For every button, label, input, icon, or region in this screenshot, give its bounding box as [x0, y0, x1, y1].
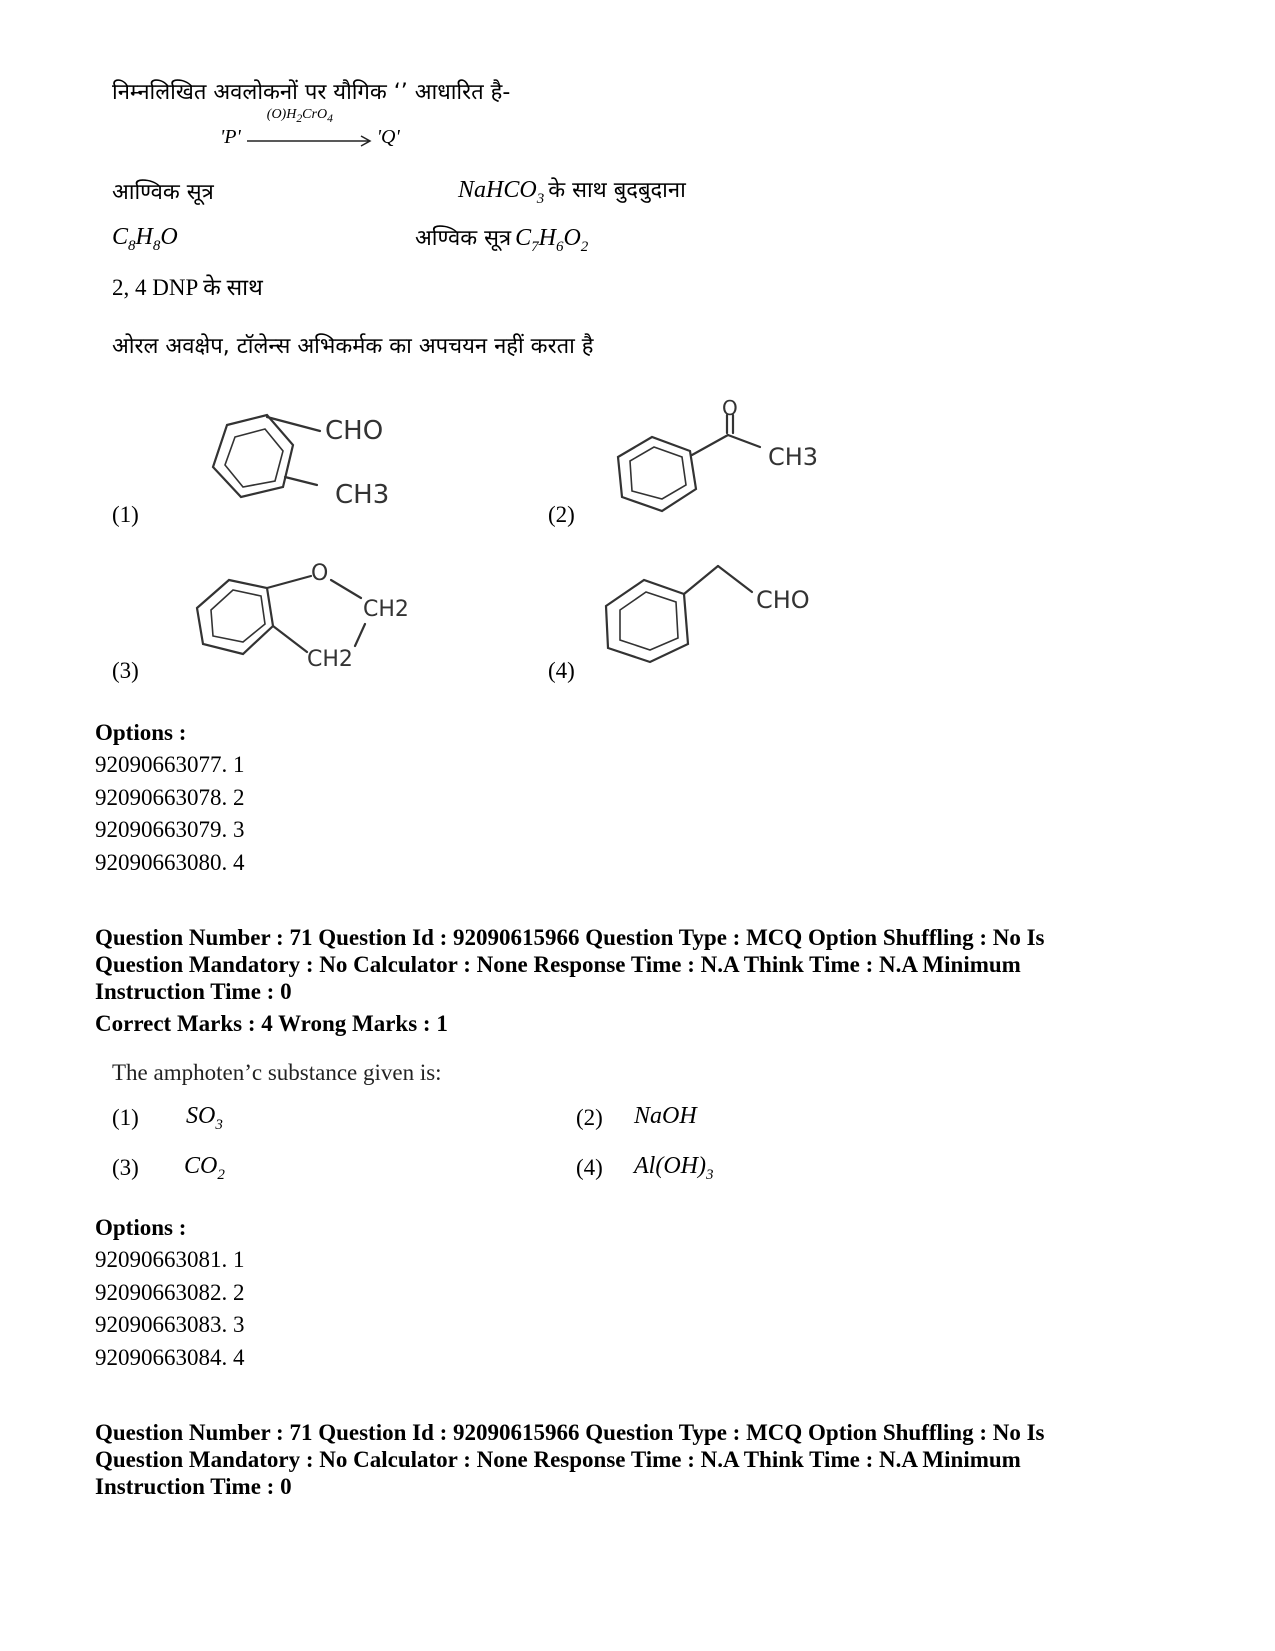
q71-choice-3: $CO_2$: [184, 1153, 225, 1183]
obs2-formula: NaHCO$_3$: [458, 177, 545, 207]
q71-choice-1: $SO_3$: [186, 1103, 223, 1133]
question-intro: निम्नलिखित अवलोकनों पर यौगिक ‘’ आधारित है-: [112, 80, 511, 105]
s3-ch2a: CH2: [363, 597, 409, 622]
q71-meta-line3: Instruction Time : 0: [95, 979, 292, 1004]
q70-option-3[interactable]: 92090663079. 3: [95, 817, 245, 842]
obs1-formula: $C_8H_8O$: [112, 224, 178, 254]
structure-2: [600, 395, 840, 525]
reaction-scheme: [220, 107, 400, 149]
obs3: [415, 222, 588, 256]
q71-marks: Correct Marks : 4 Wrong Marks : 1: [95, 1011, 448, 1036]
q71-choice-4: $Al(OH)_3$: [634, 1153, 714, 1183]
q70-option-1[interactable]: 92090663077. 1: [95, 752, 245, 777]
s2-o: O: [722, 396, 738, 420]
q71-choice-4-label: (4): [576, 1155, 603, 1180]
product-q: 'Q': [376, 126, 400, 148]
tollens-observation: ओरल अवक्षेप, टॉलेन्स अभिकर्मक का अपचयन नहीं करता है: [112, 334, 594, 359]
q71-meta-line1: Question Number : 71 Question Id : 92090615966 Question Type : MCQ Option Shuffling : No Is: [95, 925, 1045, 950]
q72-meta-line2: Question Mandatory : No Calculator : None Response Time : N.A Think Time : N.A Minimum: [95, 1447, 1021, 1472]
q71-option-4[interactable]: 92090663084. 4: [95, 1345, 245, 1370]
s4-cho: CHO: [756, 586, 810, 614]
q70-option-4[interactable]: 92090663080. 4: [95, 850, 245, 875]
q71-options-heading: Options :: [95, 1215, 187, 1240]
reagent-label: $(O)H_2CrO_4$: [266, 107, 333, 126]
arrow-icon: [245, 129, 373, 149]
obs1-label: आण्विक सूत्र: [112, 180, 214, 205]
q71-question: The amphoten’c substance given is:: [112, 1060, 442, 1085]
structure-3: [185, 558, 435, 673]
obs3-label: अण्विक सूत्र: [415, 226, 512, 251]
reaction-arrow: [245, 107, 373, 149]
s1-cho: CHO: [325, 416, 384, 446]
q70-choice-2: (2): [548, 502, 575, 527]
obs2: [458, 174, 686, 208]
q71-choice-3-label: (3): [112, 1155, 139, 1180]
q71-option-2[interactable]: 92090663082. 2: [95, 1280, 245, 1305]
q70-options-heading: Options :: [95, 720, 187, 745]
q71-choice-2: NaOH: [634, 1103, 697, 1129]
q71-option-3[interactable]: 92090663083. 3: [95, 1312, 245, 1337]
s2-ch3: CH3: [768, 443, 819, 471]
s3-o: O: [311, 561, 329, 586]
reactant-p: 'P': [220, 126, 241, 148]
q70-choice-3: (3): [112, 658, 139, 683]
s1-ch3: CH3: [335, 480, 390, 510]
q72-meta-line1: Question Number : 71 Question Id : 92090615966 Question Type : MCQ Option Shuffling : No Is: [95, 1420, 1045, 1445]
s3-ch2b: CH2: [307, 647, 353, 672]
q70-option-2[interactable]: 92090663078. 2: [95, 785, 245, 810]
q71-option-1[interactable]: 92090663081. 1: [95, 1247, 245, 1272]
structure-1: [185, 405, 425, 525]
q72-meta-line3: Instruction Time : 0: [95, 1474, 292, 1499]
q71-meta-line2: Question Mandatory : No Calculator : None Response Time : N.A Think Time : N.A Minimum: [95, 952, 1021, 977]
structure-4: [598, 558, 838, 673]
dnp-observation: 2, 4 DNP के साथ: [112, 275, 263, 300]
obs3-formula: $C_7H_6O_2$: [515, 225, 589, 255]
q71-choice-1-label: (1): [112, 1105, 139, 1130]
q71-choice-2-label: (2): [576, 1105, 603, 1130]
q70-choice-1: (1): [112, 502, 139, 527]
obs2-text: के साथ बुदबुदाना: [548, 178, 686, 203]
q70-choice-4: (4): [548, 658, 575, 683]
